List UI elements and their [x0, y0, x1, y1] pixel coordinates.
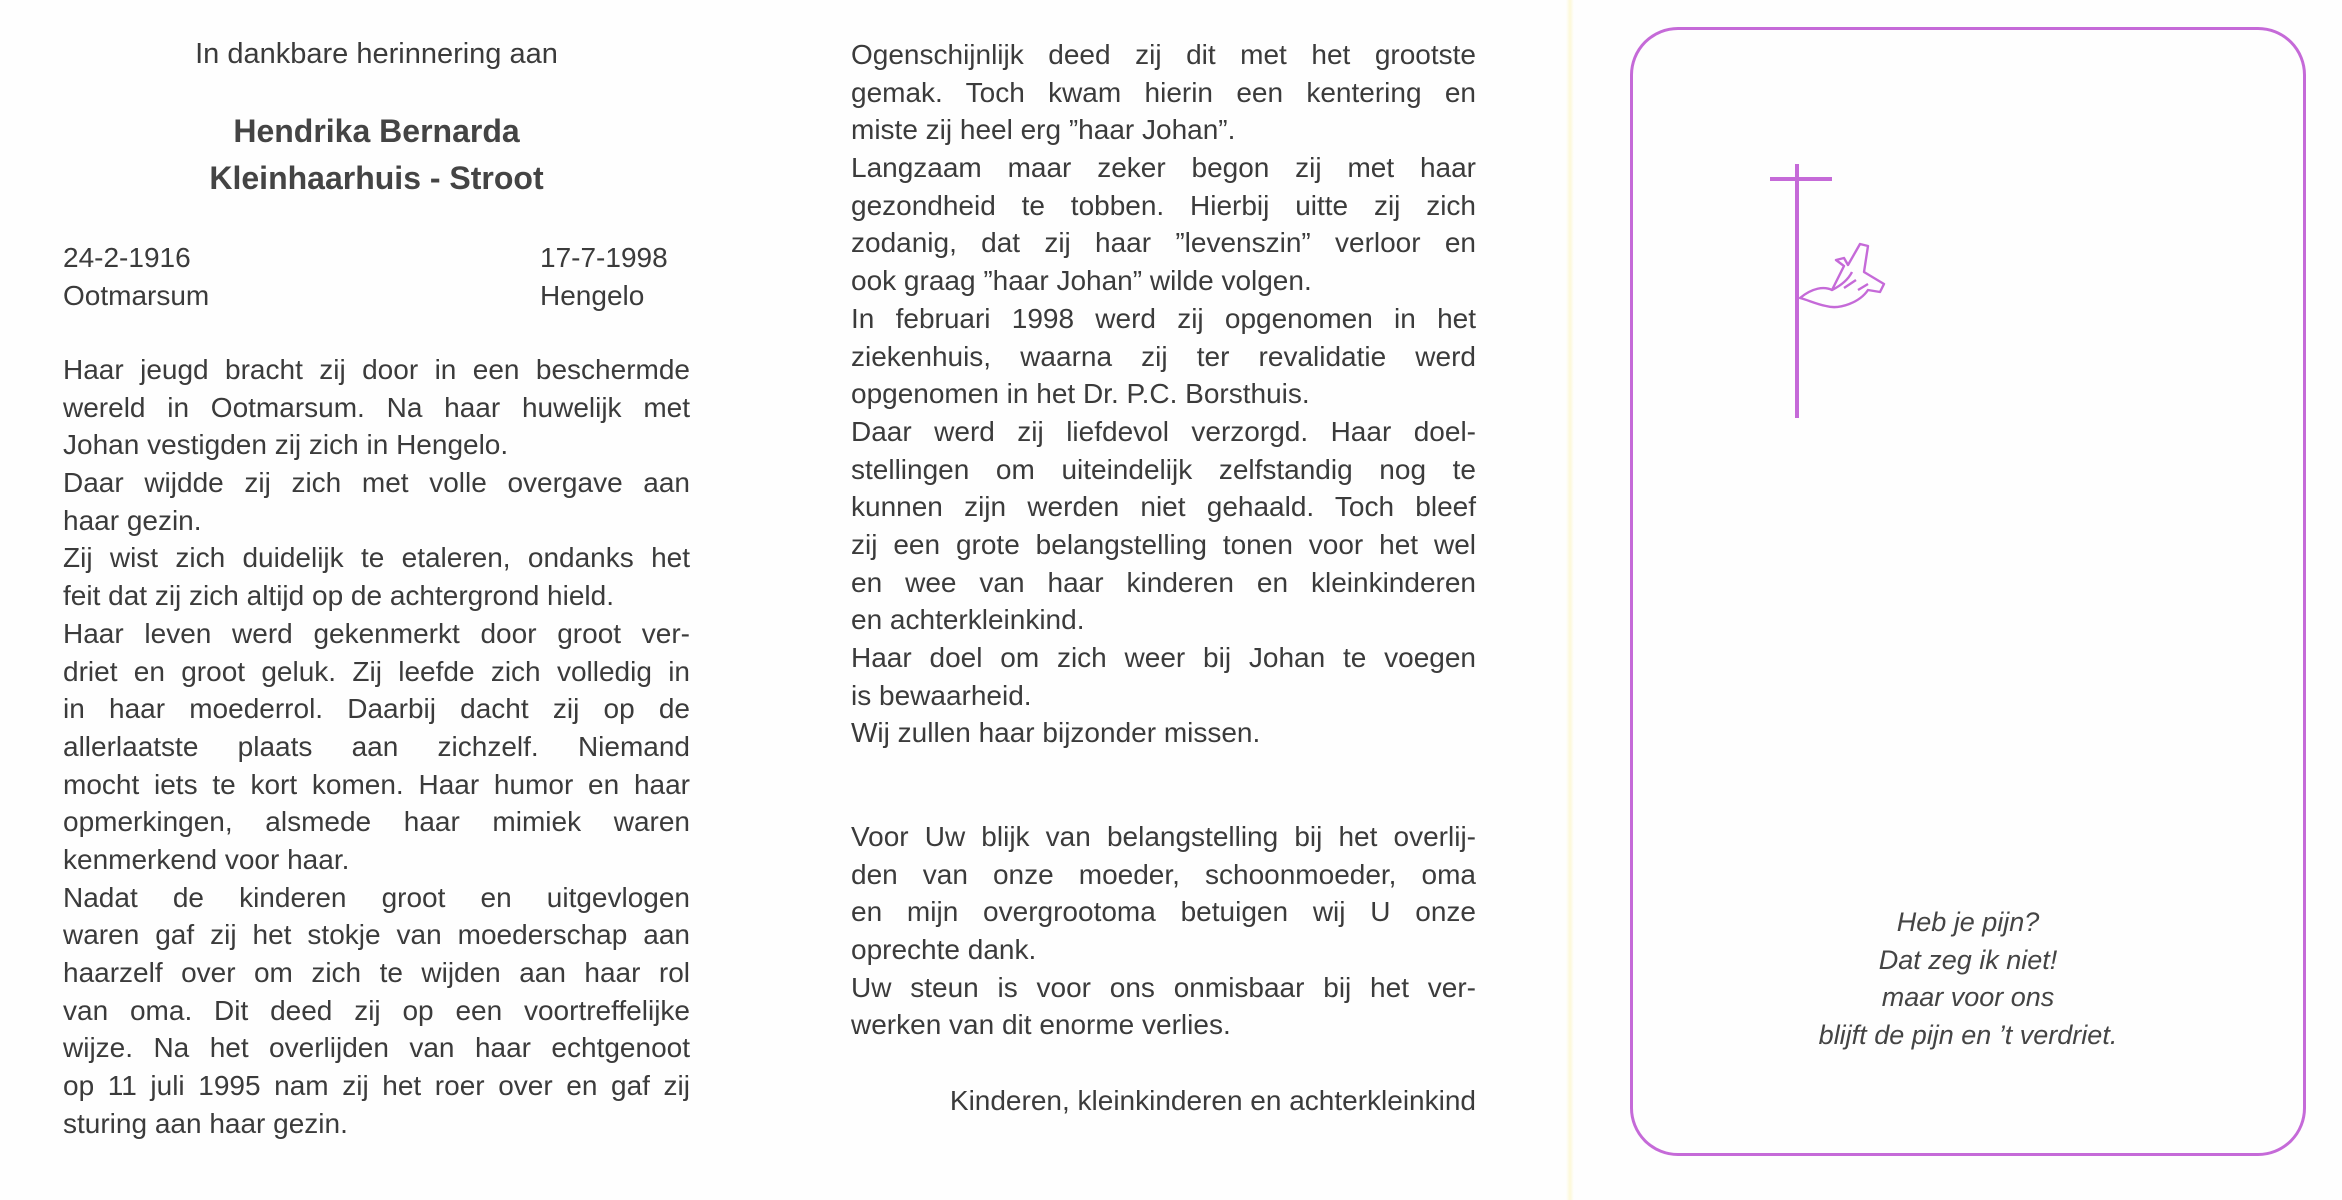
- text-line: allerlaatste plaats aan zichzelf. Niemand: [63, 730, 690, 762]
- text-line: stellingen om uiteindelijk zelfstandig nog te: [851, 453, 1476, 485]
- paragraph: [63, 539, 690, 614]
- poem-line: maar voor ons: [1881, 982, 2055, 1012]
- biography-text: [63, 351, 690, 1142]
- dove-icon: [1800, 244, 1884, 307]
- text-line: opmerkingen, alsmede haar mimiek waren: [63, 806, 690, 838]
- signature: Kinderen, kleinkinderen en achterkleinkind: [949, 1085, 1476, 1116]
- text-line: haarzelf over om zich te wijden aan haar rol: [63, 957, 690, 988]
- poem: [1630, 904, 2306, 1054]
- text-line: wereld in Ootmarsum. Na haar huwelijk met: [63, 391, 690, 423]
- death-place: Hengelo: [540, 280, 645, 311]
- text-line: ziekenhuis, waarna zij ter revalidatie werd: [851, 340, 1476, 372]
- cross-dove-emblem: [1760, 160, 1910, 430]
- paragraph: [851, 413, 1476, 639]
- text-line: sturing aan haar gezin.: [63, 1107, 348, 1139]
- thanks-text: [851, 818, 1476, 1044]
- text-line: Haar leven werd gekenmerkt door groot ver-: [63, 617, 690, 649]
- text-line: en mijn overgrootoma betuigen wij U onze: [851, 896, 1476, 928]
- text-line: in haar moederrol. Daarbij dacht zij op de: [63, 693, 690, 725]
- biography-continued-text: [851, 36, 1476, 752]
- text-line: ook graag ”haar Johan” wilde volgen.: [851, 265, 1312, 297]
- text-line: Zij wist zich duidelijk te etaleren, ondanks het: [63, 542, 690, 574]
- text-line: en achterkleinkind.: [851, 604, 1085, 636]
- paragraph: [63, 879, 690, 1143]
- paragraph: [63, 351, 690, 464]
- text-line: driet en groot geluk. Zij leefde zich volledig in: [63, 655, 690, 687]
- text-line: den van onze moeder, schoonmoeder, oma: [851, 858, 1476, 890]
- paragraph: [851, 149, 1476, 300]
- text-line: Johan vestigden zij zich in Hengelo.: [63, 429, 509, 461]
- text-line: waren gaf zij het stokje van moederschap aan: [63, 919, 690, 951]
- memorial-heading: In dankbare herinnering aan: [195, 38, 558, 70]
- page-fold: [1566, 0, 1574, 1200]
- text-line: miste zij heel erg ”haar Johan”.: [851, 114, 1236, 146]
- text-line: Haar doel om zich weer bij Johan te voegen: [851, 642, 1476, 673]
- cross-icon: [1770, 164, 1832, 418]
- text-line: Uw steun is voor ons onmisbaar bij het ver-: [851, 971, 1476, 1003]
- poem-line: Heb je pijn?: [1896, 907, 2040, 937]
- text-line: mocht iets te kort komen. Haar humor en haar: [63, 768, 690, 800]
- paragraph: [851, 818, 1476, 969]
- text-line: Voor Uw blijk van belangstelling bij het overlij-: [851, 821, 1476, 852]
- text-line: zij een grote belangstelling tonen voor het wel: [851, 528, 1476, 560]
- text-line: Daar werd zij liefdevol verzorgd. Haar doel-: [851, 415, 1476, 447]
- text-line: is bewaarheid.: [851, 679, 1032, 711]
- paragraph: [851, 300, 1476, 413]
- text-line: kunnen zijn werden niet gehaald. Toch bleef: [851, 491, 1476, 523]
- text-line: zodanig, dat zij haar ”levenszin” verloor en: [851, 227, 1476, 259]
- birth-place: Ootmarsum: [63, 280, 210, 311]
- text-line: opgenomen in het Dr. P.C. Borsthuis.: [851, 378, 1310, 410]
- text-line: gezondheid te tobben. Hierbij uitte zij zich: [851, 189, 1476, 221]
- paragraph: [63, 464, 690, 539]
- deceased-surname: Kleinhaarhuis - Stroot: [209, 160, 544, 196]
- paragraph: [851, 639, 1476, 714]
- text-line: Langzaam maar zeker begon zij met haar: [851, 152, 1476, 184]
- text-line: oprechte dank.: [851, 934, 1037, 966]
- birth-date: 24-2-1916: [63, 242, 191, 273]
- text-line: op 11 juli 1995 nam zij het roer over en gaf zij: [63, 1070, 690, 1102]
- text-line: gemak. Toch kwam hierin een kentering en: [851, 76, 1476, 108]
- paragraph: [851, 969, 1476, 1044]
- text-line: en wee van haar kinderen en kleinkinderen: [851, 566, 1476, 598]
- text-line: haar gezin.: [63, 504, 202, 536]
- text-line: Haar jeugd bracht zij door in een beschermde: [63, 354, 690, 385]
- poem-line: Dat zeg ik niet!: [1878, 944, 2058, 975]
- deceased-first-names: Hendrika Bernarda: [233, 113, 520, 149]
- text-line: Nadat de kinderen groot en uitgevlogen: [63, 881, 690, 913]
- text-line: Daar wijdde zij zich met volle overgave aan: [63, 467, 690, 499]
- poem-line: blijft de pijn en ’t verdriet.: [1818, 1019, 2118, 1050]
- text-line: Wij zullen haar bijzonder missen.: [851, 717, 1261, 749]
- paragraph: [63, 615, 690, 879]
- text-line: werken van dit enorme verlies.: [851, 1009, 1231, 1041]
- text-line: wijze. Na het overlijden van haar echtgenoot: [63, 1032, 690, 1064]
- death-date: 17-7-1998: [540, 242, 668, 273]
- text-line: van oma. Dit deed zij op een voortreffelijke: [63, 994, 690, 1026]
- text-line: kenmerkend voor haar.: [63, 843, 350, 875]
- text-line: feit dat zij zich altijd op de achtergrond hield.: [63, 580, 614, 612]
- paragraph: [851, 714, 1476, 752]
- text-line: In februari 1998 werd zij opgenomen in het: [851, 302, 1476, 334]
- paragraph: [851, 36, 1476, 149]
- text-line: Ogenschijnlijk deed zij dit met het grootste: [851, 39, 1476, 70]
